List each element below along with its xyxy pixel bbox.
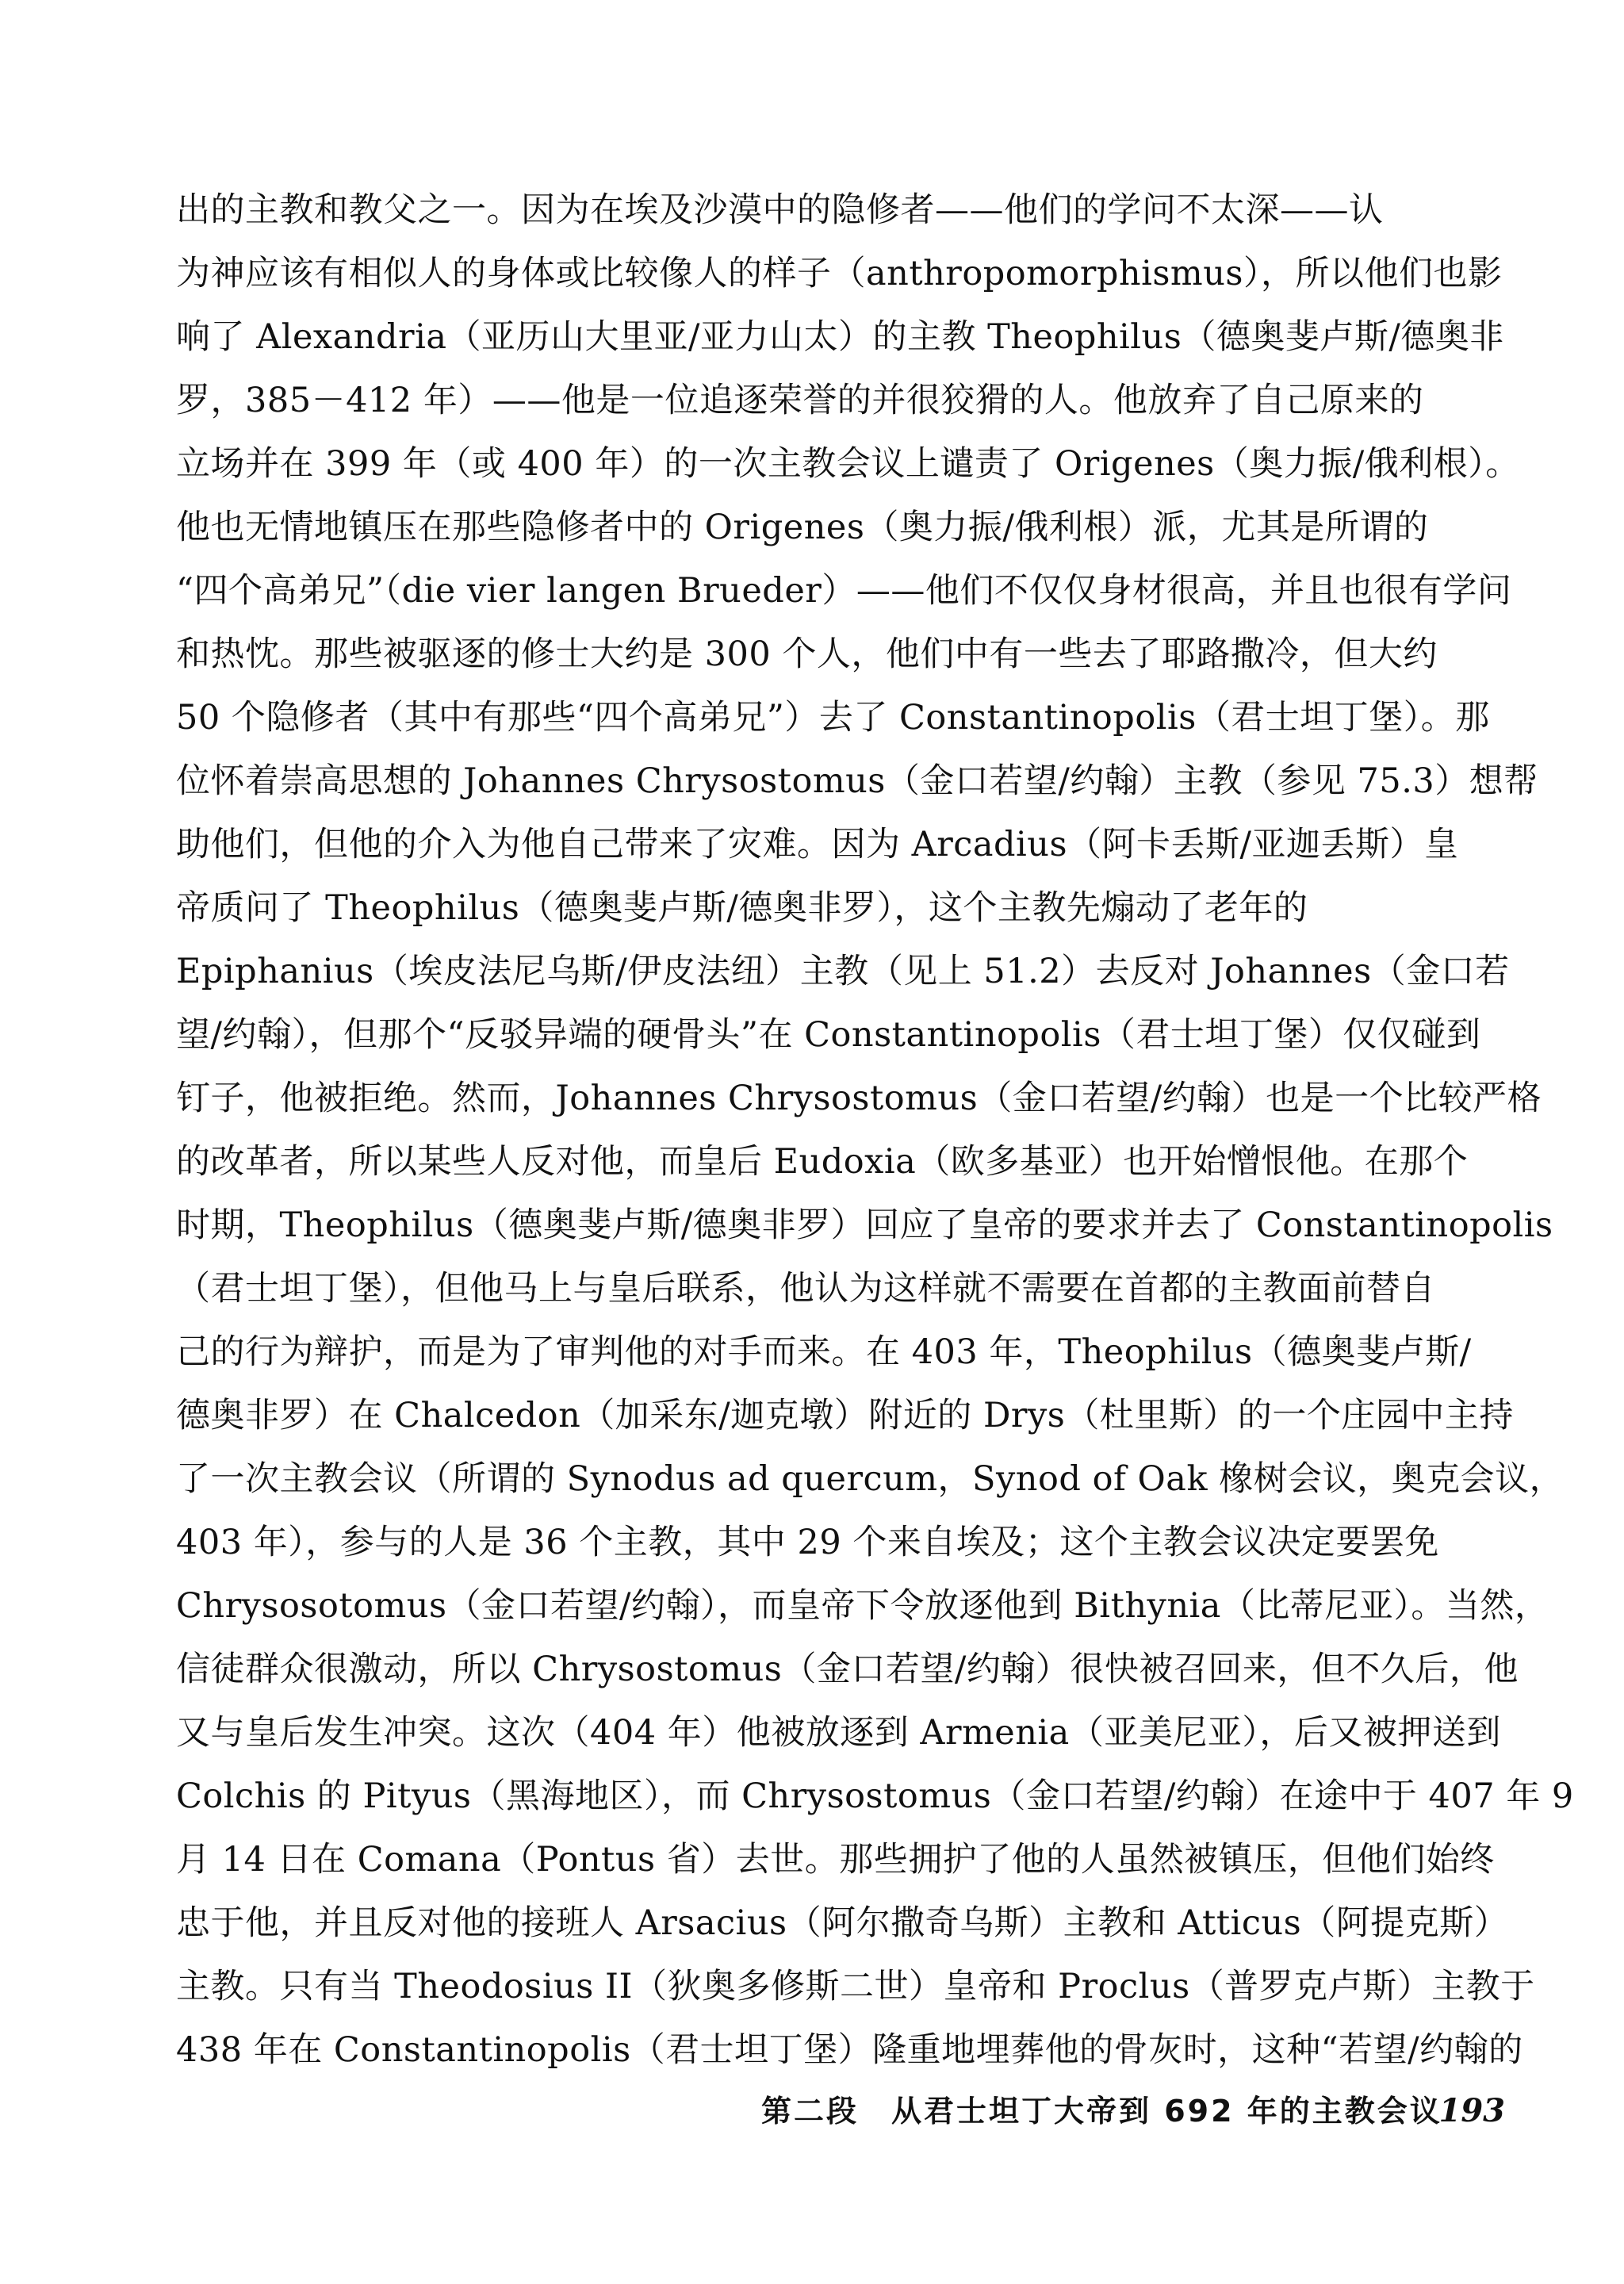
- text-line: 忠于他，并且反对他的接班人 Arsacius（阿尔撒奇乌斯）主教和 Atticus（阿提克斯）: [176, 1903, 1509, 1943]
- text-line: 己的行为辩护，而是为了审判他的对手而来。在 403 年，Theophilus（德奥斐卢斯/: [176, 1332, 1472, 1372]
- text-line: 403 年），参与的人是 36 个主教，其中 29 个来自埃及；这个主教会议决定要罢免: [176, 1523, 1439, 1562]
- text-line: 位怀着崇高思想的 Johannes Chrysostomus（金口若望/约翰）主教（参见 75.3）想帮: [176, 761, 1538, 801]
- text-line: 的改革者，所以某些人反对他，而皇后 Eudoxia（欧多基亚）也开始憎恨他。在那个: [176, 1142, 1469, 1182]
- page-number: 193: [1438, 2092, 1505, 2129]
- text-line: “四个高弟兄”（die vier langen Brueder）——他们不仅仅身材很高，并且也很有学问: [176, 571, 1512, 611]
- text-line: 他也无情地镇压在那些隐修者中的 Origenes（奥力振/俄利根）派，尤其是所谓的: [176, 508, 1429, 547]
- text-line: 钉子，他被拒绝。然而，Johannes Chrysostomus（金口若望/约翰）也是一个比较严格: [176, 1079, 1542, 1118]
- body-text: [176, 178, 1574, 2082]
- text-line: 了一次主教会议（所谓的 Synodus ad quercum，Synod of Oak 橡树会议，奥克会议，: [176, 1459, 1565, 1499]
- text-line: 出的主教和教父之一。因为在埃及沙漠中的隐修者——他们的学问不太深——认: [176, 190, 1384, 230]
- text-line: 为神应该有相似人的身体或比较像人的样子（anthropomorphismus），所以他们也影: [176, 254, 1503, 293]
- text-line: 帝质问了 Theophilus（德奥斐卢斯/德奥非罗），这个主教先煽动了老年的: [176, 888, 1308, 928]
- text-line: 立场并在 399 年（或 400 年）的一次主教会议上谴责了 Origenes（奥力振/俄利根）。: [176, 444, 1520, 484]
- text-line: 望/约翰），但那个“反驳异端的硬骨头”在 Constantinopolis（君士坦丁堡）仅仅碰到: [176, 1015, 1481, 1055]
- text-line: 50 个隐修者（其中有那些“四个高弟兄”）去了 Constantinopolis（君士坦丁堡）。那: [176, 698, 1490, 738]
- text-line: 月 14 日在 Comana（Pontus 省）去世。那些拥护了他的人虽然被镇压，但他们始终: [176, 1840, 1495, 1880]
- text-line: 又与皇后发生冲突。这次（404 年）他被放逐到 Armenia（亚美尼亚），后又被押送到: [176, 1713, 1501, 1753]
- text-line: Colchis 的 Pityus（黑海地区），而 Chrysostomus（金口若望/约翰）在途中于 407 年 9: [176, 1776, 1574, 1816]
- text-line: 响了 Alexandria（亚历山大里亚/亚力山太）的主教 Theophilus（德奥斐卢斯/德奥非: [176, 317, 1504, 357]
- text-line: 时期，Theophilus（德奥斐卢斯/德奥非罗）回应了皇帝的要求并去了 Constantinopolis: [176, 1205, 1553, 1245]
- text-line: Epiphanius（埃皮法尼乌斯/伊皮法纽）主教（见上 51.2）去反对 Johannes（金口若: [176, 952, 1510, 991]
- text-line: （君士坦丁堡），但他马上与皇后联系，他认为这样就不需要在首都的主教面前替自: [176, 1269, 1435, 1309]
- text-line: 助他们，但他的介入为他自己带来了灾难。因为 Arcadius（阿卡丢斯/亚迦丢斯）皇: [176, 825, 1459, 864]
- text-line: 信徒群众很激动，所以 Chrysostomus（金口若望/约翰）很快被召回来，但不久后，他: [176, 1650, 1519, 1689]
- running-footer-title: 第二段 从君士坦丁大帝到 692 年的主教会议: [761, 2094, 1442, 2129]
- text-line: 438 年在 Constantinopolis（君士坦丁堡）隆重地埋葬他的骨灰时，这种“若望/约翰的: [176, 2030, 1523, 2070]
- text-line: 和热忱。那些被驱逐的修士大约是 300 个人，他们中有一些去了耶路撒冷，但大约: [176, 634, 1438, 674]
- text-line: 主教。只有当 Theodosius II（狄奥多修斯二世）皇帝和 Proclus（普罗克卢斯）主教于: [176, 1967, 1535, 2006]
- text-line: 德奥非罗）在 Chalcedon（加采东/迦克墩）附近的 Drys（杜里斯）的一个庄园中主持: [176, 1396, 1514, 1435]
- text-line: 罗，385－412 年）——他是一位追逐荣誉的并很狡猾的人。他放弃了自己原来的: [176, 381, 1424, 420]
- text-line: Chrysosotomus（金口若望/约翰），而皇帝下令放逐他到 Bithynia（比蒂尼亚）。当然，: [176, 1586, 1549, 1626]
